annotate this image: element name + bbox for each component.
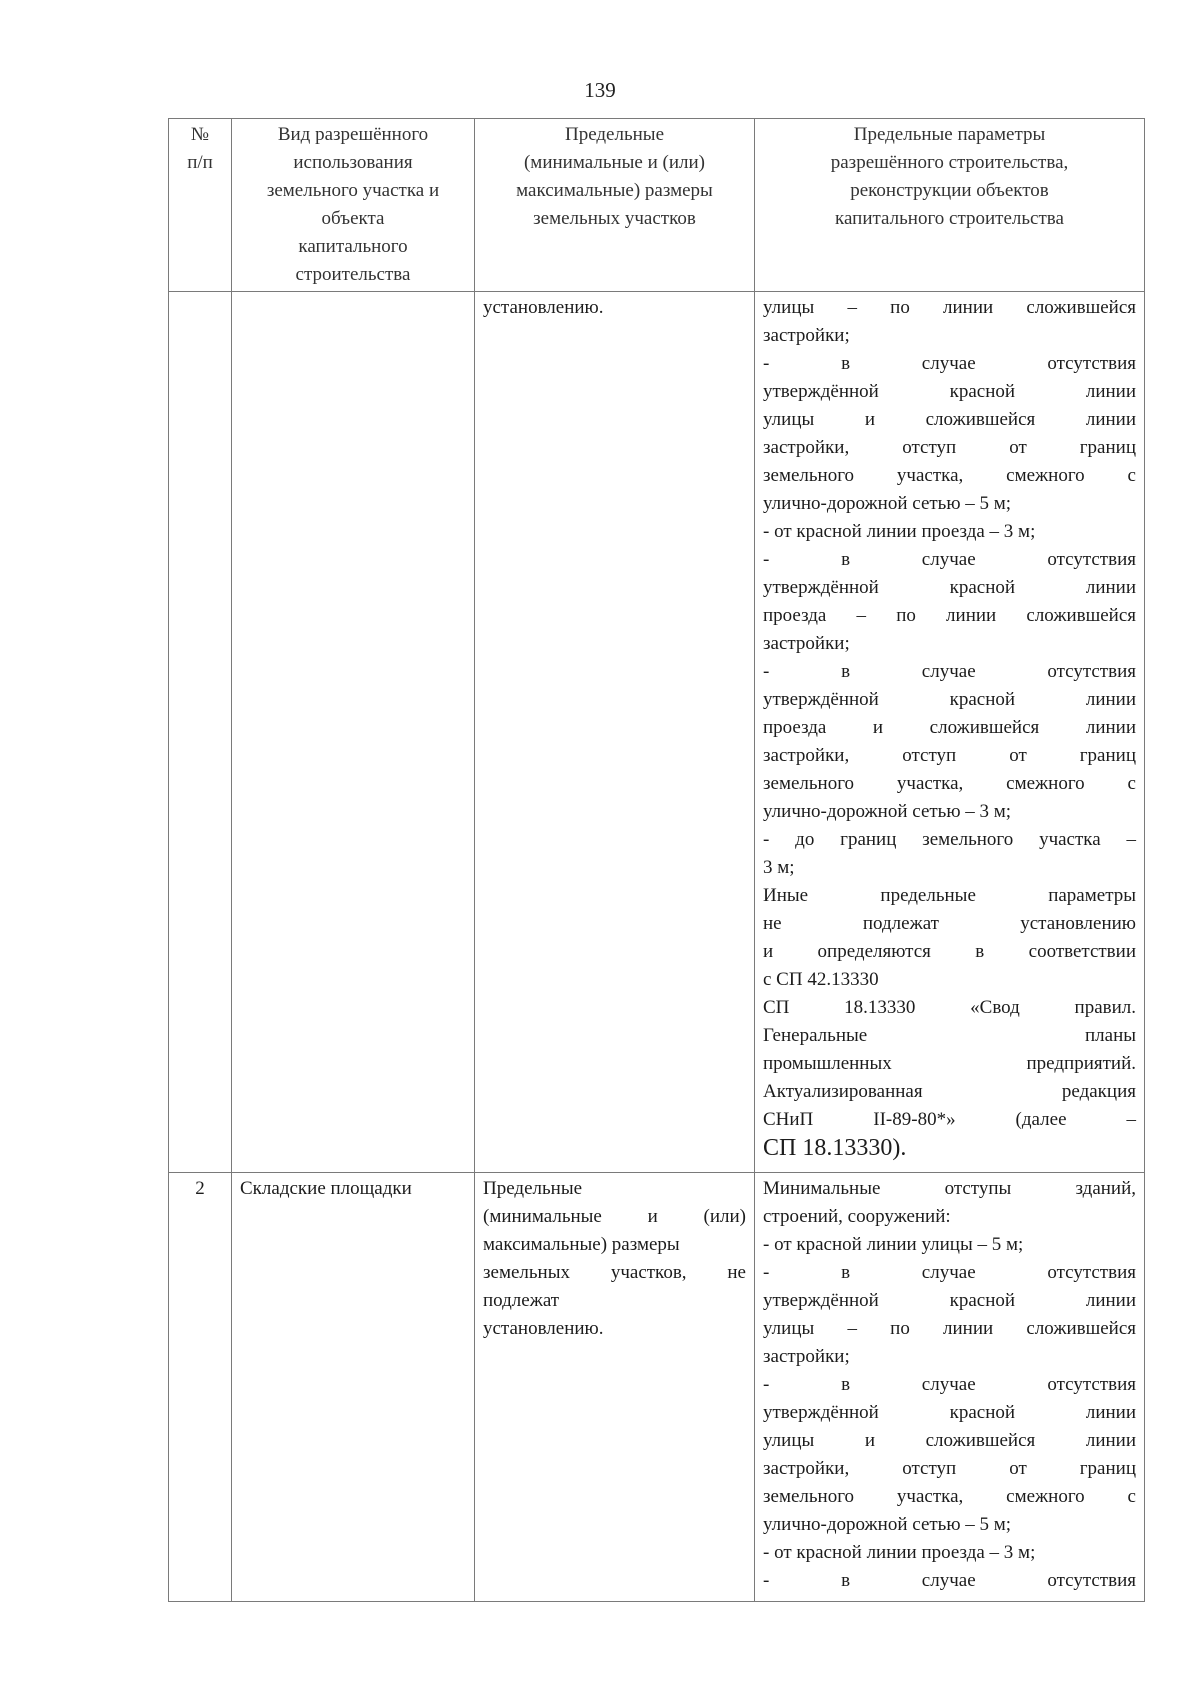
header-text: (минимальные и (или) — [523, 152, 705, 173]
cell-line: (минимальные и (или) — [483, 1206, 746, 1227]
cell-line: улично-дорожной сетью – 5 м; — [763, 493, 1012, 514]
header-number — [169, 119, 232, 292]
header-text: капитального строительства — [835, 208, 1064, 229]
cell-line: - в случае отсутствия — [763, 353, 1136, 374]
cell-line: проезда и сложившейся линии — [763, 717, 1136, 738]
cell-line: установлению. — [483, 297, 604, 318]
table-row — [169, 1173, 1145, 1602]
cell-line: 3 м; — [763, 857, 795, 878]
cell-line: СНиП II-89-80*» (далее – — [763, 1109, 1136, 1130]
cell-line: - от красной линии проезда – 3 м; — [763, 1542, 1036, 1563]
header-permitted-use — [232, 119, 475, 292]
cell-line: СП 18.13330 «Свод правил. — [763, 997, 1136, 1018]
row-number-cell: 2 — [169, 1173, 232, 1602]
construction-parameters-cell — [755, 292, 1145, 1173]
header-text: максимальные) размеры — [516, 180, 713, 201]
cell-line: утверждённой красной линии — [763, 689, 1136, 710]
cell-line: Минимальные отступы зданий, — [763, 1178, 1136, 1199]
cell-line: застройки, отступ от границ — [763, 745, 1136, 766]
cell-line: застройки; — [763, 325, 850, 346]
cell-line: улицы и сложившейся линии — [763, 409, 1136, 430]
plot-sizes-cell — [475, 1173, 755, 1602]
cell-line: Иные предельные параметры — [763, 885, 1136, 906]
plot-sizes-cell — [475, 292, 755, 1173]
header-text: капитального — [298, 236, 408, 257]
header-text: № — [190, 124, 210, 145]
header-text: строительства — [295, 264, 411, 285]
cell-line: промышленных предприятий. — [763, 1053, 1136, 1074]
header-text: использования — [293, 152, 413, 173]
table-row — [169, 292, 1145, 1173]
cell-line: утверждённой красной линии — [763, 577, 1136, 598]
cell-line: застройки; — [763, 633, 850, 654]
cell-line: - в случае отсутствия — [763, 661, 1136, 682]
cell-line: не подлежат установлению — [763, 913, 1136, 934]
cell-line: Генеральные планы — [763, 1025, 1136, 1046]
cell-line: СП 18.13330). — [763, 1135, 907, 1161]
table-header-row — [169, 119, 1145, 292]
permitted-use-cell: Складские площадки — [232, 1173, 475, 1602]
cell-line: застройки; — [763, 1346, 850, 1367]
cell-line: улично-дорожной сетью – 3 м; — [763, 801, 1012, 822]
cell-line: - в случае отсутствия — [763, 1570, 1136, 1591]
cell-line: улицы – по линии сложившейся — [763, 297, 1136, 318]
header-text: Предельные — [564, 124, 665, 145]
cell-line: утверждённой красной линии — [763, 1402, 1136, 1423]
cell-line: застройки, отступ от границ — [763, 437, 1136, 458]
cell-line: - в случае отсутствия — [763, 549, 1136, 570]
cell-line: застройки, отступ от границ — [763, 1458, 1136, 1479]
cell-line: строений, сооружений: — [763, 1206, 951, 1227]
cell-line: - в случае отсутствия — [763, 1262, 1136, 1283]
header-text: Предельные параметры — [853, 124, 1046, 145]
cell-line: улицы – по линии сложившейся — [763, 1318, 1136, 1339]
cell-line: земельного участка, смежного с — [763, 773, 1136, 794]
header-text: земельных участков — [533, 208, 696, 229]
regulations-table — [168, 118, 1145, 1602]
cell-line: - в случае отсутствия — [763, 1374, 1136, 1395]
header-text: п/п — [187, 152, 213, 173]
header-text: Вид разрешённого — [277, 124, 429, 145]
cell-line: подлежат — [483, 1290, 560, 1311]
row-number-cell — [169, 292, 232, 1173]
cell-line: - от красной линии проезда – 3 м; — [763, 521, 1036, 542]
cell-line: земельных участков, не — [483, 1262, 746, 1283]
cell-line: максимальные) размеры — [483, 1234, 680, 1255]
header-text: реконструкции объектов — [850, 180, 1049, 201]
cell-line: улично-дорожной сетью – 5 м; — [763, 1514, 1012, 1535]
cell-line: установлению. — [483, 1318, 604, 1339]
page-number: 139 — [584, 78, 616, 102]
cell-line: с СП 42.13330 — [763, 969, 879, 990]
header-text: земельного участка и — [266, 180, 440, 201]
construction-parameters-cell — [755, 1173, 1145, 1602]
cell-line: утверждённой красной линии — [763, 1290, 1136, 1311]
cell-line: - от красной линии улицы – 5 м; — [763, 1234, 1024, 1255]
cell-line: улицы и сложившейся линии — [763, 1430, 1136, 1451]
cell-line: Актуализированная редакция — [763, 1081, 1136, 1102]
cell-line: - до границ земельного участка – — [763, 829, 1136, 850]
cell-line: земельного участка, смежного с — [763, 1486, 1136, 1507]
header-text: разрешённого строительства, — [830, 152, 1069, 173]
header-text: объекта — [321, 208, 385, 229]
header-construction-parameters — [755, 119, 1145, 292]
cell-line: и определяются в соответствии — [763, 941, 1136, 962]
permitted-use-cell — [232, 292, 475, 1173]
cell-line: Предельные — [483, 1178, 583, 1199]
cell-line: земельного участка, смежного с — [763, 465, 1136, 486]
header-plot-sizes — [475, 119, 755, 292]
cell-line: утверждённой красной линии — [763, 381, 1136, 402]
cell-line: проезда – по линии сложившейся — [763, 605, 1136, 626]
